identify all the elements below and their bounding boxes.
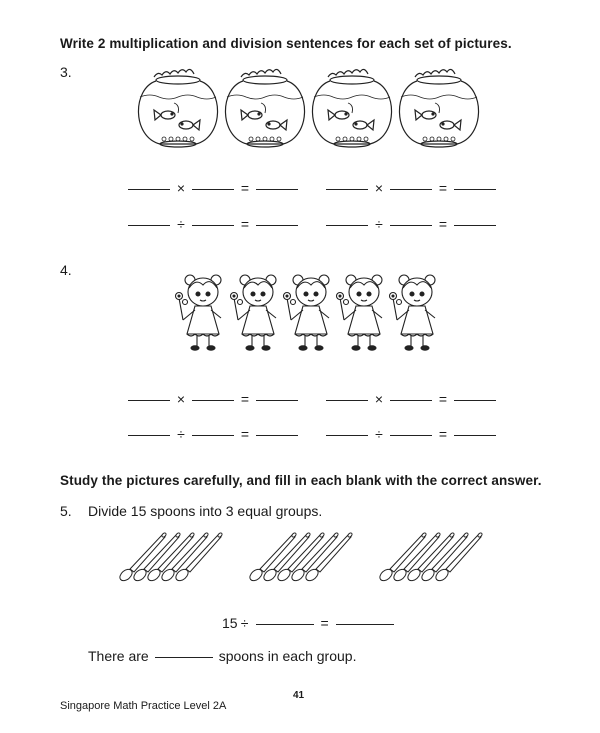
dividend: 15 bbox=[222, 615, 238, 631]
q5-division-sentence: 15 ÷ = bbox=[222, 610, 400, 630]
spoon-group bbox=[378, 532, 483, 583]
question-5-number: 5. bbox=[60, 503, 72, 519]
spoon-group bbox=[118, 532, 223, 583]
page-number: 41 bbox=[293, 690, 305, 701]
q4-division-1: ÷ = bbox=[122, 421, 304, 441]
q4-division-2: ÷ = bbox=[320, 421, 502, 441]
footer-book-title: Singapore Math Practice Level 2A bbox=[60, 700, 227, 712]
spoon-group bbox=[248, 532, 353, 583]
q4-multiplication-1: × = bbox=[122, 386, 304, 406]
answer-prefix: There are bbox=[88, 648, 149, 664]
blank[interactable] bbox=[336, 623, 394, 625]
spoon-icon bbox=[174, 532, 223, 583]
spoon-icon bbox=[304, 532, 353, 583]
answer-suffix: spoons in each group. bbox=[218, 648, 357, 664]
blank[interactable] bbox=[155, 656, 213, 658]
question-3-number: 3. bbox=[60, 64, 72, 80]
q3-multiplication-1: × = bbox=[122, 175, 304, 195]
question-5-prompt: Divide 15 spoons into 3 equal groups. bbox=[88, 503, 323, 519]
q3-multiplication-2: × = bbox=[320, 175, 502, 195]
q3-division-1: ÷ = bbox=[122, 211, 304, 231]
blank[interactable] bbox=[256, 623, 314, 625]
spoon-icon bbox=[434, 532, 483, 583]
q5-answer-sentence bbox=[88, 643, 356, 663]
question-4-number: 4. bbox=[60, 262, 72, 278]
q3-division-2: ÷ = bbox=[320, 211, 502, 231]
section-heading-2: Study the pictures carefully, and fill in each blank with the correct answer. bbox=[60, 473, 542, 488]
q4-multiplication-2: × = bbox=[320, 386, 502, 406]
section-heading-1: Write 2 multiplication and division sentences for each set of pictures. bbox=[60, 36, 512, 51]
